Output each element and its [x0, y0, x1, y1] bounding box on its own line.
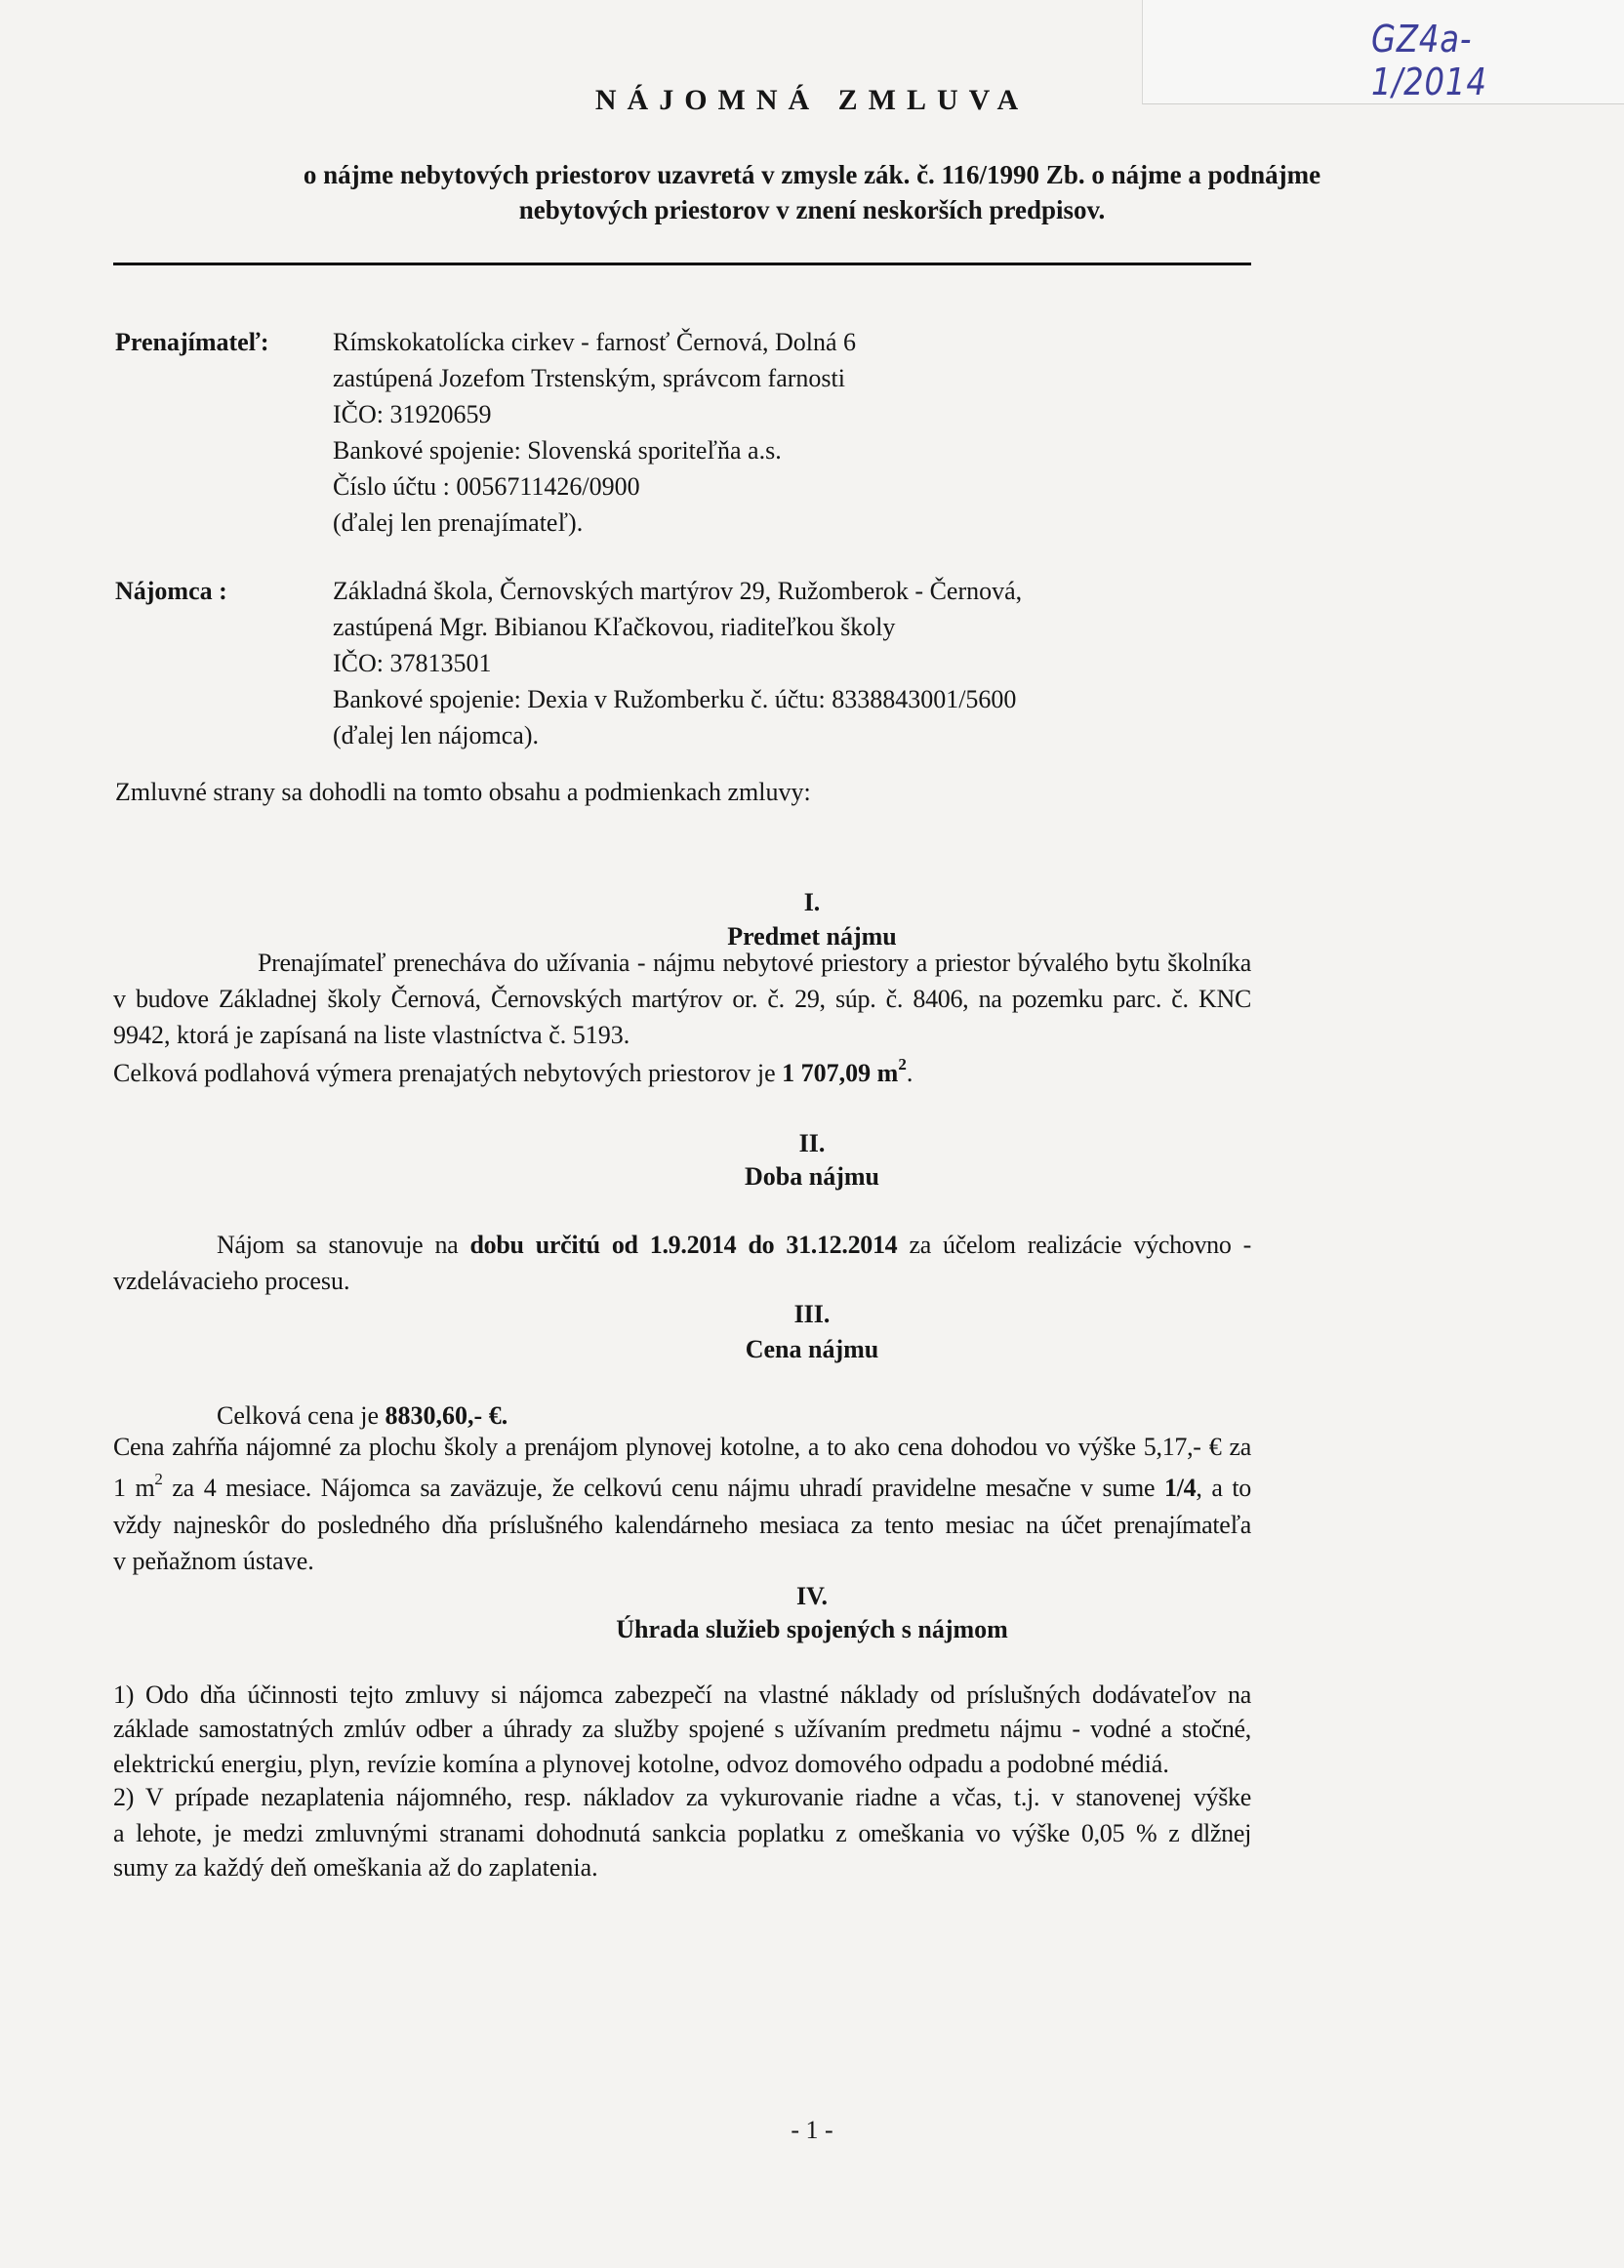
subtitle-line: nebytových priestorov v znení neskorších predpisov.	[518, 195, 1106, 224]
paragraph-line: v peňažnom ústave.	[113, 1547, 314, 1575]
paragraph-line	[217, 1231, 1251, 1260]
text: Celková cena je	[217, 1401, 386, 1430]
paragraph-line: vzdelávacieho procesu.	[113, 1267, 350, 1295]
lessee-line: Základná škola, Černovských martýrov 29, Ružomberok - Černová,	[333, 577, 1023, 605]
lessee-line: zastúpená Mgr. Bibianou Kľačkovou, riaditeľkou školy	[333, 613, 896, 641]
paragraph-line	[113, 1470, 1251, 1503]
text: za účelom realizácie výchovno -	[897, 1231, 1251, 1259]
intro-text: Zmluvné strany sa dohodli na tomto obsahu a podmienkach zmluvy:	[115, 778, 811, 806]
paragraph-line: Prenajímateľ prenecháva do užívania - nájmu nebytové priestory a priestor bývalého bytu školníka	[258, 949, 1251, 977]
lessor-line: zastúpená Jozefom Trstenským, správcom farnosti	[333, 364, 845, 392]
paragraph-line: základe samostatných zmlúv odber a úhrady za služby spojené s užívaním predmetu nájmu - vodné a stočné,	[113, 1715, 1251, 1743]
lessor-line: Číslo účtu : 0056711426/0900	[333, 472, 640, 501]
paragraph-line: 1) Odo dňa účinnosti tejto zmluvy si nájomca zabezpečí na vlastné náklady od príslušných dodávateľov na	[113, 1681, 1251, 1709]
text: 1 m	[113, 1474, 155, 1502]
lessor-line: (ďalej len prenajímateľ).	[333, 508, 584, 537]
punctuation: .	[906, 1059, 914, 1087]
page-number: - 1 -	[791, 2116, 833, 2144]
lessee-line: (ďalej len nájomca).	[333, 721, 539, 749]
section-number: III.	[793, 1300, 831, 1328]
paragraph-line: vždy najneskôr do posledného dňa príslušného kalendárneho mesiaca za tento mesiac na účet prenajímateľa	[113, 1511, 1251, 1539]
section-heading: Úhrada služieb spojených s nájmom	[616, 1615, 1008, 1643]
lessor-line: Rímskokatolícka cirkev - farnosť Černová, Dolná 6	[333, 328, 857, 356]
header-divider	[113, 263, 1251, 265]
section-heading: Predmet nájmu	[727, 922, 897, 951]
paragraph-line: v budove Základnej školy Černová, Černovských martýrov or. č. 29, súp. č. 8406, na pozemku parc. č. KNC	[113, 985, 1251, 1013]
section-number: IV.	[795, 1582, 829, 1610]
section-heading: Cena nájmu	[745, 1335, 879, 1363]
text: , a to	[1196, 1474, 1251, 1502]
subtitle-line: o nájme nebytových priestorov uzavretá v zmysle zák. č. 116/1990 Zb. o nájme a podnájme	[303, 160, 1321, 189]
text: Nájom sa stanovuje na	[217, 1231, 470, 1259]
paragraph-line: 2) V prípade nezaplatenia nájomného, resp. nákladov za vykurovanie riadne a včas, t.j. v stanovenej výške	[113, 1783, 1251, 1811]
paragraph-line: 9942, ktorá je zapísaná na liste vlastníctva č. 5193.	[113, 1021, 630, 1049]
superscript: 2	[898, 1055, 907, 1073]
lease-term: dobu určitú od 1.9.2014 do 31.12.2014	[469, 1231, 898, 1259]
paragraph-line: elektrickú energiu, plyn, revízie komína a plynovej kotolne, odvoz domového odpadu a podobné médiá.	[113, 1750, 1169, 1778]
lessor-line: Bankové spojenie: Slovenská sporiteľňa a.s.	[333, 436, 782, 465]
handwritten-registry-mark: GZ4a-1/2014	[1371, 18, 1487, 103]
section-number: I.	[803, 888, 821, 916]
floor-area-text: Celková podlahová výmera prenajatých nebytových priestorov je	[113, 1059, 783, 1087]
lessor-line: IČO: 31920659	[333, 400, 492, 428]
document-title: NÁJOMNÁ ZMLUVA	[594, 84, 1030, 116]
floor-area-value: 1 707,09 m	[782, 1059, 899, 1087]
text: za 4 mesiace. Nájomca sa zaväzuje, že celkovú cenu nájmu uhradí pravidelne mesačne v sume	[162, 1474, 1165, 1502]
paragraph-line: a lehote, je medzi zmluvnými stranami dohodnutá sankcia poplatku z omeškania vo výške 0,05 % z dlžnej	[113, 1819, 1251, 1847]
lessor-label: Prenajímateľ:	[115, 328, 269, 356]
paragraph-line: Cena zahŕňa nájomné za plochu školy a prenájom plynovej kotolne, a to ako cena dohodou vo výške 5,17,- € za	[113, 1433, 1251, 1461]
superscript: 2	[154, 1470, 163, 1488]
installment-fraction: 1/4	[1164, 1474, 1197, 1502]
floor-area-line	[113, 1055, 914, 1088]
total-price-value: 8830,60,- €.	[385, 1401, 508, 1430]
total-price-line	[217, 1401, 508, 1431]
lessee-line: IČO: 37813501	[333, 649, 492, 677]
section-number: II.	[798, 1129, 826, 1157]
lessee-label: Nájomca :	[115, 577, 227, 605]
lessee-line: Bankové spojenie: Dexia v Ružomberku č. účtu: 8338843001/5600	[333, 685, 1017, 713]
paragraph-line: sumy za každý deň omeškania až do zaplatenia.	[113, 1853, 598, 1882]
section-heading: Doba nájmu	[745, 1162, 879, 1191]
